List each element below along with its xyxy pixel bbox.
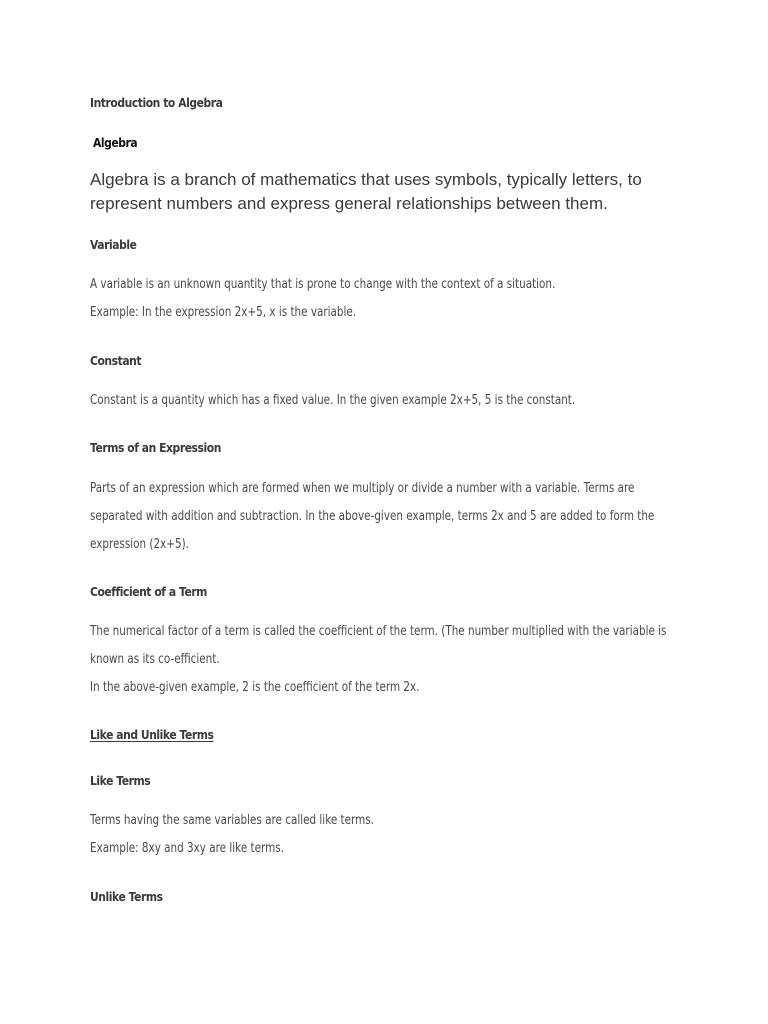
like-terms-definition: Terms having the same variables are called like terms.: [90, 813, 374, 828]
unlike-terms-heading: Unlike Terms: [90, 889, 163, 904]
constant-heading: Constant: [90, 353, 142, 368]
coefficient-example: In the above-given example, 2 is the coefficient of the term 2x.: [90, 680, 420, 695]
algebra-heading: Algebra: [93, 135, 138, 150]
variable-definition: A variable is an unknown quantity that is prone to change with the context of a situation.: [90, 277, 556, 292]
terms-paragraph: Parts of an expression which are formed when we multiply or divide a number with a variable. Terms are separated with addition and subtraction. In the above-given example, terms 2x and 5 are added to form the expression (2x+5).: [90, 481, 655, 552]
algebra-definition: Algebra is a branch of mathematics that uses symbols, typically letters, to represent numbers and express general relationships between them.: [90, 170, 642, 213]
terms-heading: Terms of an Expression: [90, 440, 221, 455]
coefficient-paragraph: The numerical factor of a term is called the coefficient of the term. (The number multiplied with the variable is known as its co-efficient.: [90, 624, 667, 667]
like-terms-heading: Like Terms: [90, 773, 151, 788]
document-title: Introduction to Algebra: [90, 95, 223, 110]
variable-text: [90, 271, 678, 327]
variable-example: Example: In the expression 2x+5, x is the variable.: [90, 305, 357, 320]
coefficient-heading: Coefficient of a Term: [90, 584, 207, 599]
terms-text: [90, 475, 678, 559]
coefficient-text: [90, 618, 678, 702]
constant-definition: Constant is a quantity which has a fixed value. In the given example 2x+5, 5 is the constant.: [90, 393, 576, 408]
like-terms-text: [90, 807, 678, 863]
variable-heading: Variable: [90, 237, 137, 252]
like-unlike-heading: Like and Unlike Terms: [90, 727, 214, 742]
constant-text: [90, 387, 678, 415]
like-terms-example: Example: 8xy and 3xy are like terms.: [90, 841, 284, 856]
